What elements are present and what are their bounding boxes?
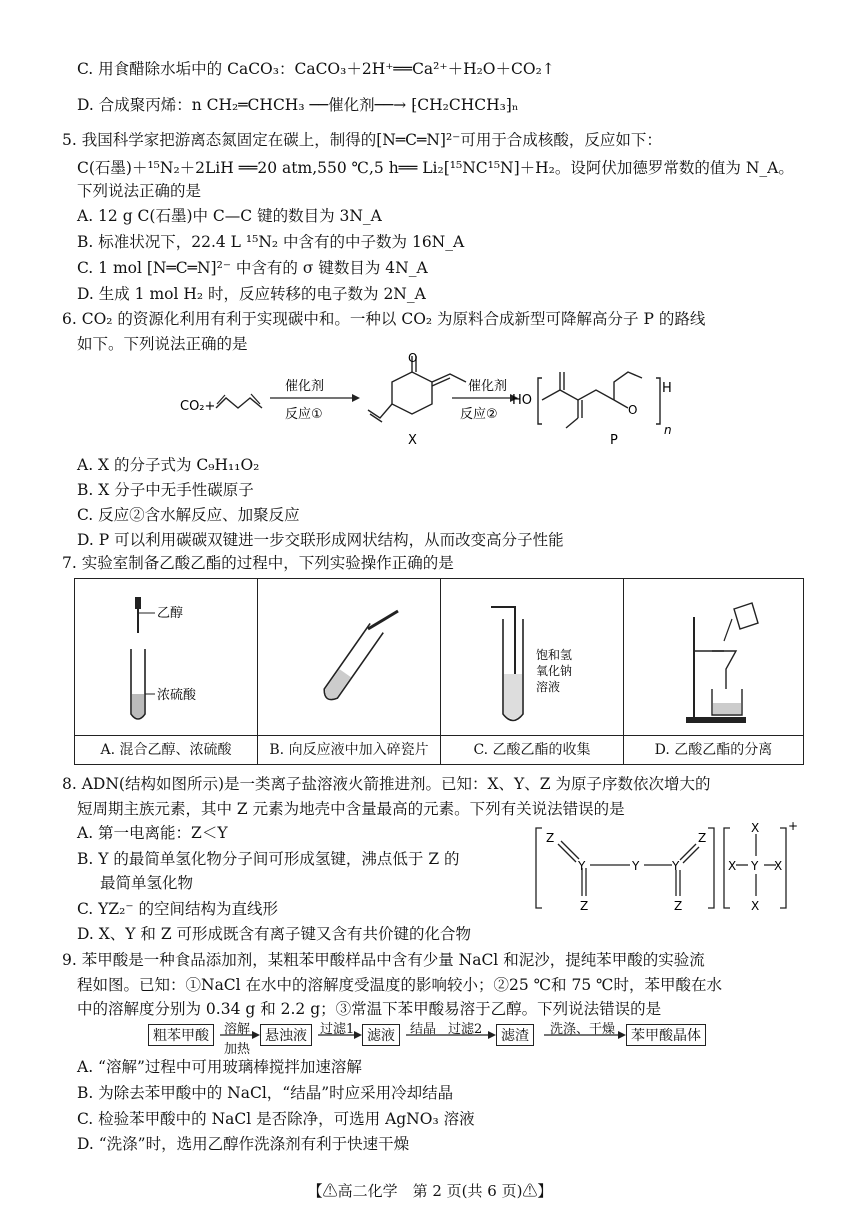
q7-caption-b: B. 向反应液中加入碎瓷片: [258, 735, 440, 764]
flow-step-filter2: 过滤2: [448, 1022, 483, 1037]
flow-box-suspension: 悬浊液: [260, 1024, 312, 1046]
adn-x-3: X: [774, 859, 783, 873]
dropper-tube-figure: [75, 579, 258, 738]
q5-stem-3: 下列说法正确的是: [77, 182, 202, 200]
adn-x-1: X: [751, 821, 760, 835]
q4-option-d: D. 合成聚丙烯：n CH₂═CHCH₃ ──催化剂──→ ⁅CH₂CHCH₃⁆ₙ: [77, 96, 519, 114]
catalyst-label-1: 催化剂: [285, 379, 325, 394]
q9-stem-3: 中的溶解度分别为 0.34 g 和 2.2 g；③常温下苯甲酸易溶于乙醇。下列说法错误的是: [77, 1000, 662, 1018]
q7-caption-a: A. 混合乙醇、浓硫酸: [75, 735, 257, 764]
flow-box-crude: 粗苯甲酸: [148, 1024, 214, 1046]
reaction-2-label: 反应②: [460, 407, 498, 422]
butadiene-structure: [216, 398, 262, 408]
naoh-label-2: 氧化钠: [536, 664, 573, 678]
terminal-h: H: [662, 381, 672, 396]
q9-option-b: B. 为除去苯甲酸中的 NaCl，“结晶”时应采用冷却结晶: [77, 1084, 454, 1102]
q5-option-a: A. 12 g C(石墨)中 C—C 键的数目为 3N_A: [77, 207, 382, 225]
q9-stem-2: 程如图。已知：①NaCl 在水中的溶解度受温度的影响较小；②25 ℃和 75 ℃时，苯甲酸在水: [77, 976, 722, 994]
q8-option-a: A. 第一电离能：Z＜Y: [77, 824, 228, 842]
adn-plus: +: [788, 819, 799, 833]
flow-box-crystal: 苯甲酸晶体: [626, 1024, 706, 1046]
q4-option-c: C. 用食醋除水垢中的 CaCO₃：CaCO₃＋2H⁺══Ca²⁺＋H₂O＋CO₂↑: [77, 60, 555, 78]
q6-option-b: B. X 分子中无手性碳原子: [77, 481, 254, 499]
ester-o: O: [628, 403, 638, 417]
flow-step-dissolve: 溶解: [224, 1022, 251, 1037]
page-footer: 【⚠高二化学 第 2 页(共 6 页)⚠】: [307, 1182, 553, 1200]
adn-z-1: Z: [546, 831, 555, 845]
hydroxyl-label: HO: [512, 393, 533, 408]
tilted-tube-figure: [258, 579, 441, 738]
q6-stem-2: 如下。下列说法正确的是: [77, 335, 248, 353]
filtration-figure: [624, 579, 803, 738]
q8-stem-1: 8. ADN(结构如图所示)是一类离子盐溶液火箭推进剂。已知：X、Y、Z 为原子序数依次增大的: [62, 775, 711, 793]
polymer-p-label: P: [610, 433, 618, 448]
naoh-label-3: 溶液: [536, 680, 561, 694]
reaction-1-label: 反应①: [285, 407, 323, 422]
flow-step-crystallize: 结晶: [410, 1022, 437, 1037]
naoh-label-1: 饱和氢: [536, 648, 573, 662]
collection-tube-figure: [441, 579, 624, 738]
q8-option-d: D. X、Y 和 Z 可形成既含有离子键又含有共价键的化合物: [77, 925, 472, 943]
q7-cell-d: [624, 579, 803, 764]
compound-x-label: X: [408, 433, 417, 448]
q6-stem-1: 6. CO₂ 的资源化利用有利于实现碳中和。一种以 CO₂ 为原料合成新型可降解高分子 P 的路线: [62, 310, 706, 328]
adn-z-4: Z: [674, 899, 683, 913]
adn-x-4: X: [751, 899, 760, 913]
q7-cell-b: [258, 579, 441, 764]
q5-option-c: C. 1 mol [N═C═N]²⁻ 中含有的 σ 键数目为 4N_A: [77, 259, 428, 277]
q6-option-d: D. P 可以利用碳碳双键进一步交联形成网状结构，从而改变高分子性能: [77, 531, 564, 549]
q6-reaction-scheme: [170, 352, 690, 452]
q5-stem-1: 5. 我国科学家把游离态氮固定在碳上，制得的[N═C═N]²⁻可用于合成核酸，反应如下：: [62, 131, 662, 149]
q9-option-c: C. 检验苯甲酸中的 NaCl 是否除净，可选用 AgNO₃ 溶液: [77, 1110, 475, 1128]
flow-step-filter1: 过滤1: [320, 1022, 355, 1037]
flow-step-wash-dry: 洗涤、干燥: [550, 1022, 616, 1037]
acid-label: 浓硫酸: [157, 688, 197, 703]
adn-y-3: Y: [672, 859, 680, 873]
q7-caption-d: D. 乙酸乙酯的分离: [624, 735, 803, 764]
flow-step-heat: 加热: [224, 1042, 251, 1057]
q6-option-c: C. 反应②含水解反应、加聚反应: [77, 506, 300, 524]
q7-caption-c: C. 乙酸乙酯的收集: [441, 735, 623, 764]
adn-y-4: Y: [751, 859, 759, 873]
adn-y-1: Y: [578, 859, 586, 873]
q7-cell-c: [441, 579, 624, 764]
q5-stem-2: C(石墨)＋¹⁵N₂＋2LiH ══20 atm,550 ℃,5 h══ Li₂[¹⁵NC¹⁵N]＋H₂。设阿伏加德罗常数的值为 N_A。: [77, 159, 794, 177]
flow-box-residue: 滤渣: [496, 1024, 534, 1046]
q8-option-b-1: B. Y 的最简单氢化物分子间可形成氢键，沸点低于 Z 的: [77, 850, 460, 868]
q8-option-c: C. YZ₂⁻ 的空间结构为直线形: [77, 900, 278, 918]
q9-option-d: D. “洗涤”时，选用乙醇作洗涤剂有利于快速干燥: [77, 1135, 410, 1153]
repeat-n: n: [664, 423, 672, 437]
flow-box-filtrate: 滤液: [362, 1024, 400, 1046]
co2-label: CO₂+: [180, 399, 216, 414]
q7-apparatus-table: [74, 578, 804, 765]
q5-option-d: D. 生成 1 mol H₂ 时，反应转移的电子数为 2N_A: [77, 285, 426, 303]
catalyst-label-2: 催化剂: [468, 379, 508, 394]
adn-y-2: Y: [632, 859, 640, 873]
q7-stem: 7. 实验室制备乙酸乙酯的过程中，下列实验操作正确的是: [62, 554, 454, 572]
q8-stem-2: 短周期主族元素，其中 Z 元素为地壳中含量最高的元素。下列有关说法错误的是: [77, 800, 625, 818]
q6-option-a: A. X 的分子式为 C₉H₁₁O₂: [77, 456, 260, 474]
adn-z-3: Z: [698, 831, 707, 845]
adn-x-2: X: [728, 859, 737, 873]
adn-z-2: Z: [580, 899, 589, 913]
q7-cell-a: [75, 579, 258, 764]
carbonyl-o: O: [408, 352, 418, 365]
ethanol-label: 乙醇: [157, 606, 184, 621]
compound-x-structure: [368, 356, 466, 422]
polymer-p-structure: [538, 372, 660, 428]
adn-structure: [530, 818, 810, 918]
q9-stem-1: 9. 苯甲酸是一种食品添加剂，某粗苯甲酸样品中含有少量 NaCl 和泥沙，提纯苯甲酸的实验流: [62, 951, 705, 969]
q9-option-a: A. “溶解”过程中可用玻璃棒搅拌加速溶解: [77, 1058, 362, 1076]
q5-option-b: B. 标准状况下，22.4 L ¹⁵N₂ 中含有的中子数为 16N_A: [77, 233, 465, 251]
q8-option-b-2: 最简单氢化物: [100, 874, 194, 892]
